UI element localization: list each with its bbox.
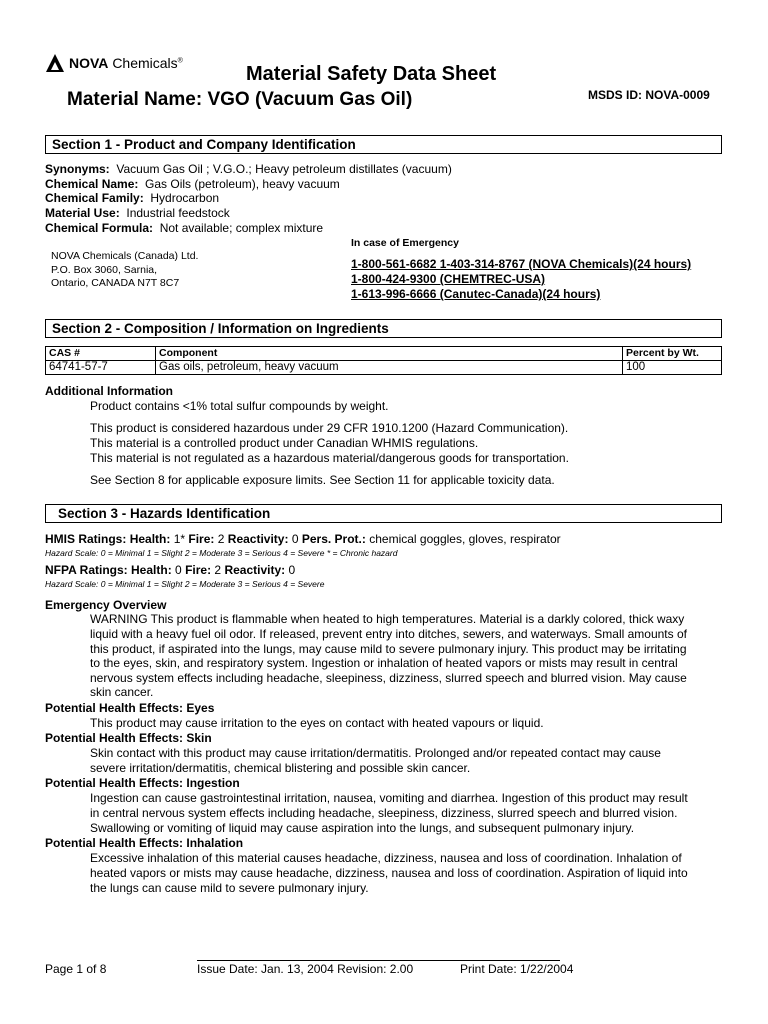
nova-logo <box>45 52 183 74</box>
nfpa-ratings: NFPA Ratings: Health: 0 Fire: 2 Reactivity: 0 <box>45 563 296 577</box>
nova-triangle-icon <box>45 53 65 73</box>
paragraph-line: This material is not regulated as a hazardous material/dangerous goods for transportation. <box>90 451 569 465</box>
paragraph-line: Skin contact with this product may cause irritation/dermatitis. Prolonged and/or repeated contact may cause <box>90 746 661 760</box>
table-cell: 64741-57-7 <box>46 361 156 375</box>
paragraph-line: in central nervous system effects including headache, sleepiness, dizziness, slurred speech and blurred vision. <box>90 806 678 820</box>
table-cell: 100 <box>623 361 722 375</box>
paragraph-line: Ingestion can cause gastrointestinal irritation, nausea, vomiting and diarrhea. Ingestion of this product may result <box>90 791 688 805</box>
ingestion-heading: Potential Health Effects: Ingestion <box>45 776 240 790</box>
paragraph-line: This product is considered hazardous under 29 CFR 1910.1200 (Hazard Communication). <box>90 421 569 435</box>
section-2-heading: Section 2 - Composition / Information on Ingredients <box>45 319 722 338</box>
emergency-phone-line: 1-800-561-6682 1-403-314-8767 (NOVA Chemicals)(24 hours) <box>351 257 692 271</box>
paragraph-line: the lungs can cause mild to severe pulmonary injury. <box>90 881 369 895</box>
paragraph-line: Product contains <1% total sulfur compounds by weight. <box>90 399 389 413</box>
paragraph-line: nervous system effects including headache, sleepiness, dizziness, slurred speech and blurred vision. May cause <box>90 670 687 685</box>
msds-id: MSDS ID: NOVA-0009 <box>588 88 710 102</box>
field-material-use: Material Use: Industrial feedstock <box>45 206 230 220</box>
emergency-phone-line: 1-800-424-9300 (CHEMTREC-USA) <box>351 272 546 286</box>
document-title: Material Safety Data Sheet <box>246 63 497 85</box>
table-header-row <box>46 347 722 361</box>
paragraph-line: severe irritation/dermatitis, chemical blistering and possible skin cancer. <box>90 761 471 775</box>
skin-heading: Potential Health Effects: Skin <box>45 731 212 745</box>
paragraph-line: Swallowing or vomiting of liquid may cause aspiration into the lungs, and subsequent pulmonary injury. <box>90 821 635 835</box>
company-address-line: NOVA Chemicals (Canada) Ltd. <box>51 250 199 262</box>
emergency-heading: In case of Emergency <box>351 237 459 249</box>
company-address-line: Ontario, CANADA N7T 8C7 <box>51 277 180 289</box>
field-chemical-formula: Chemical Formula: Not available; complex mixture <box>45 221 324 235</box>
nfpa-hazard-scale: Hazard Scale: 0 = Minimal 1 = Slight 2 = Moderate 3 = Serious 4 = Severe <box>45 579 325 589</box>
hmis-ratings: HMIS Ratings: Health: 1* Fire: 2 Reactivity: 0 Pers. Prot.: chemical goggles, gloves, respirator <box>45 532 561 546</box>
paragraph-line: liquid with a heavy fuel oil odor. If released, prevent entry into ditches, sewers, and waterways. Small amounts of <box>90 627 687 641</box>
inhalation-heading: Potential Health Effects: Inhalation <box>45 836 244 850</box>
paragraph-line: This product may cause irritation to the eyes on contact with heated vapours or liquid. <box>90 716 544 730</box>
print-date: Print Date: 1/22/2004 <box>460 962 574 976</box>
issue-date: Issue Date: Jan. 13, 2004 Revision: 2.00 <box>197 962 414 976</box>
field-chemical-name: Chemical Name: Gas Oils (petroleum), heavy vacuum <box>45 177 340 191</box>
table-cell: Gas oils, petroleum, heavy vacuum <box>156 361 623 375</box>
paragraph-line: this product, if aspirated into the lungs, may cause mild to severe pulmonary injury. This product may be irritating <box>90 641 687 656</box>
paragraph-line: WARNING This product is flammable when heated to high temperatures. Material is a darkly colored, thick waxy <box>90 612 685 626</box>
paragraph-line: heated vapors or mists may cause headache, dizziness, nausea and loss of coordination. Aspiration of liquid into <box>90 866 688 880</box>
field-chemical-family: Chemical Family: Hydrocarbon <box>45 191 220 205</box>
emergency-phone-line: 1-613-996-6666 (Canutec-Canada)(24 hours) <box>351 287 601 301</box>
section-3-heading: Section 3 - Hazards Identification <box>45 504 722 523</box>
page-number: Page 1 of 8 <box>45 962 107 976</box>
table-row <box>46 361 722 375</box>
company-address-line: P.O. Box 3060, Sarnia, <box>51 264 158 276</box>
paragraph-line: See Section 8 for applicable exposure limits. See Section 11 for applicable toxicity data. <box>90 473 555 487</box>
paragraph-line: to the eyes, skin, and respiratory system. Ingestion or inhalation of heated vapors or mists may result in central <box>90 656 678 671</box>
table-header-cell: Percent by Wt. <box>623 347 722 361</box>
logo-text: NOVA Chemicals® <box>69 55 183 71</box>
footer-rule <box>197 960 560 961</box>
eyes-heading: Potential Health Effects: Eyes <box>45 701 215 715</box>
hmis-hazard-scale: Hazard Scale: 0 = Minimal 1 = Slight 2 = Moderate 3 = Serious 4 = Severe * = Chronic hazard <box>45 548 398 558</box>
emergency-overview-heading: Emergency Overview <box>45 598 167 612</box>
paragraph-line: This material is a controlled product under Canadian WHMIS regulations. <box>90 436 479 450</box>
table-header-cell: Component <box>156 347 623 361</box>
additional-info-heading: Additional Information <box>45 384 173 398</box>
material-name: Material Name: VGO (Vacuum Gas Oil) <box>67 89 413 110</box>
table-header-cell: CAS # <box>46 347 156 361</box>
emergency-overview-body <box>90 627 722 700</box>
paragraph-line: skin cancer. <box>90 685 154 700</box>
paragraph-line: Excessive inhalation of this material causes headache, dizziness, nausea and loss of coordination. Inhalation of <box>90 851 682 865</box>
composition-table <box>45 346 722 375</box>
field-synonyms: Synonyms: Vacuum Gas Oil ; V.G.O.; Heavy petroleum distillates (vacuum) <box>45 162 452 176</box>
section-1-heading: Section 1 - Product and Company Identification <box>45 135 722 154</box>
